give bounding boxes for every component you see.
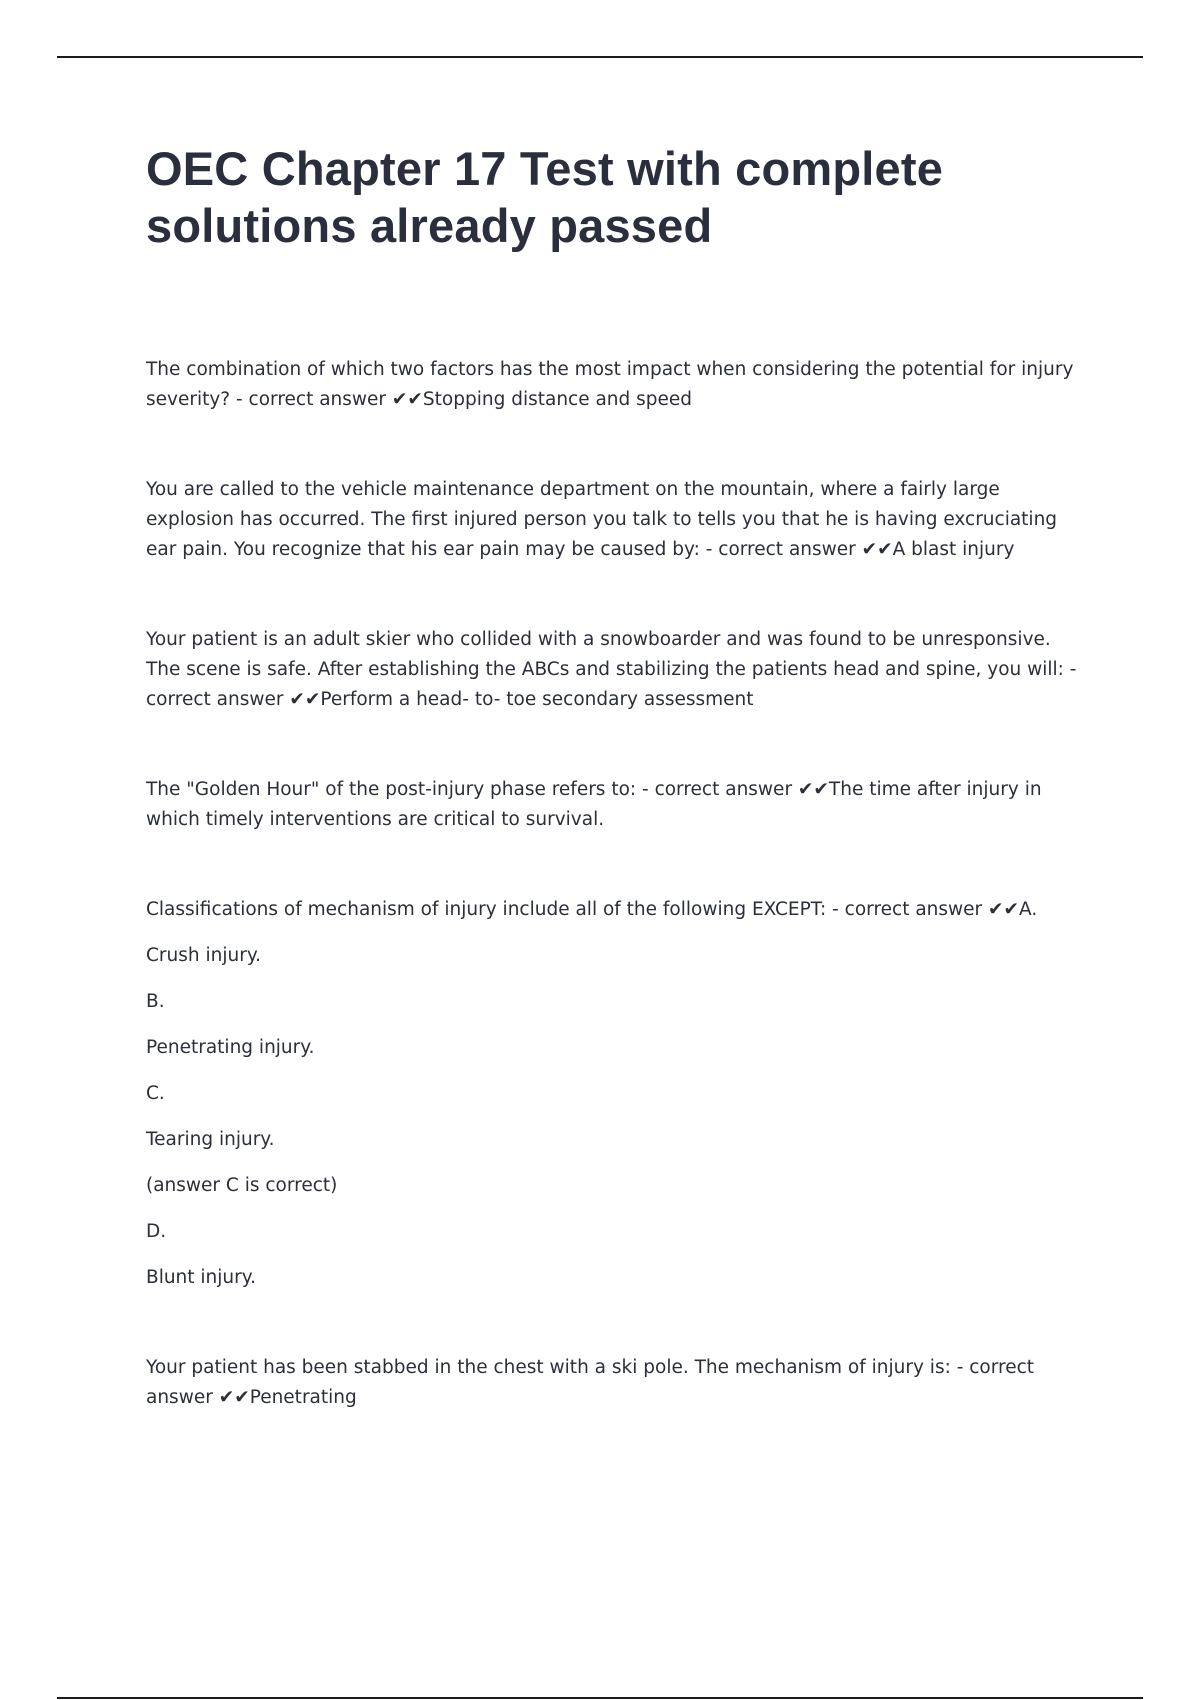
bottom-rule bbox=[57, 1697, 1143, 1699]
question-6: Your patient has been stabbed in the chest with a ski pole. The mechanism of injury is: - correct answer ✔✔Penetrating bbox=[146, 1357, 1035, 1408]
option-letter: C. bbox=[146, 1083, 165, 1104]
question-3: Your patient is an adult skier who collided with a snowboarder and was found to be unresponsive. The scene is safe. After establishing the ABCs and stabilizing the patients head and spine, you will: - correct answer ✔✔Perform a head- to- toe secondary assessment bbox=[146, 629, 1077, 710]
option-letter: D. bbox=[146, 1221, 167, 1242]
option-text: Penetrating injury. bbox=[146, 1037, 315, 1058]
question-5-stem: Classifications of mechanism of injury include all of the following EXCEPT: - correct answer ✔✔A. bbox=[146, 899, 1038, 920]
question-5 bbox=[146, 895, 1086, 1293]
question-2: You are called to the vehicle maintenance department on the mountain, where a fairly large explosion has occurred. The first injured person you talk to tells you that he is having excruciating ear pain. You recognize that his ear pain may be caused by: - correct answer ✔✔A blast injury bbox=[146, 479, 1058, 560]
question-1: The combination of which two factors has the most impact when considering the potential for injury severity? - correct answer ✔✔Stopping distance and speed bbox=[146, 359, 1074, 410]
option-text: Crush injury. bbox=[146, 945, 262, 966]
question-4: The "Golden Hour" of the post-injury phase refers to: - correct answer ✔✔The time after injury in which timely interventions are critical to survival. bbox=[146, 779, 1042, 830]
top-rule bbox=[57, 56, 1143, 58]
document-title: OEC Chapter 17 Test with complete solutions already passed bbox=[146, 142, 944, 252]
option-letter: B. bbox=[146, 991, 165, 1012]
answer-note: (answer C is correct) bbox=[146, 1175, 338, 1196]
option-text: Tearing injury. bbox=[146, 1129, 275, 1150]
option-text: Blunt injury. bbox=[146, 1267, 256, 1288]
document-body bbox=[146, 140, 1086, 1413]
